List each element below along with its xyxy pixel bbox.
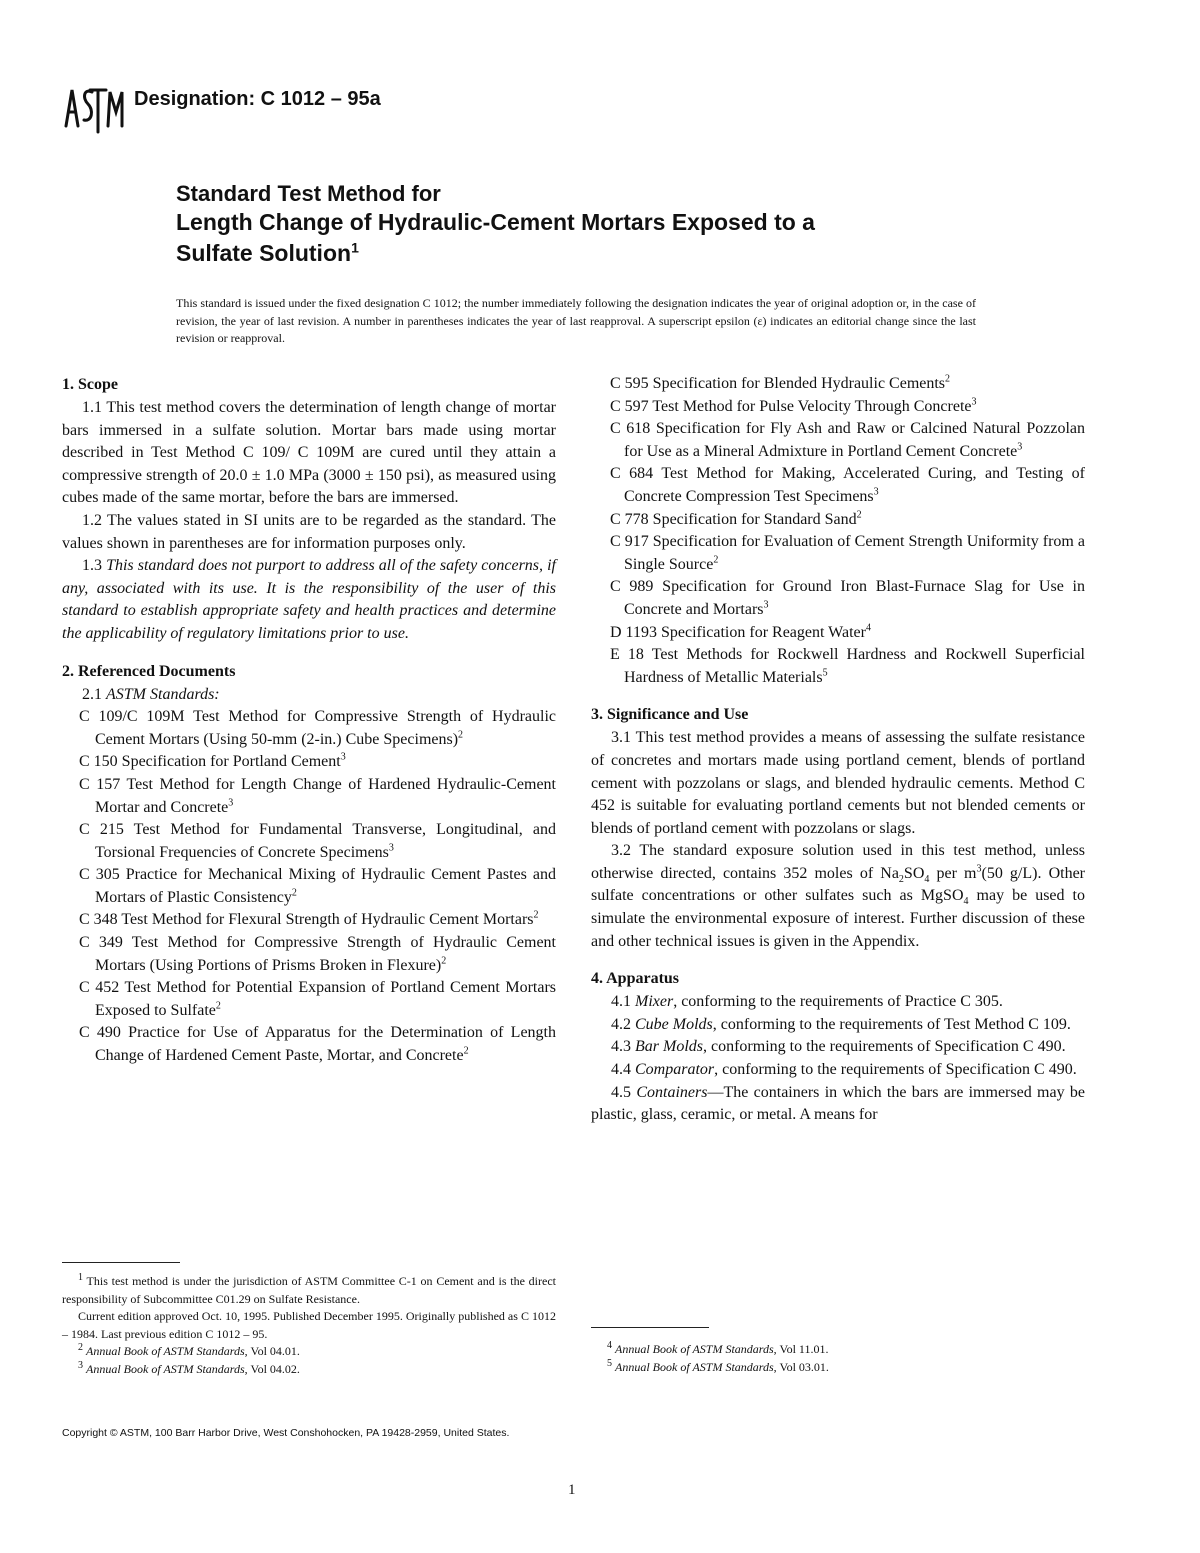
footnotes-left xyxy=(62,1273,556,1378)
footnotes-right xyxy=(591,1341,1085,1376)
reference-item: C 618 Specification for Fly Ash and Raw or Calcined Natural Pozzolan for Use as a Mineral Admixture in Portland Cement Concrete$^3$ xyxy=(610,420,1085,460)
reference-item: C 150 Specification for Portland Cement$^3$ xyxy=(79,751,346,771)
title-line-1: Standard Test Method for xyxy=(176,181,441,206)
apparatus-item: 4.4 Comparator, conforming to the requirements of Specification C 490. xyxy=(611,1061,1077,1079)
footnote-4: $^4$ Annual Book of ASTM Standards, Vol 11.01. xyxy=(607,1340,829,1356)
apparatus-item: 4.2 Cube Molds, conforming to the requirements of Test Method C 109. xyxy=(611,1015,1071,1033)
footnote-rule-right xyxy=(591,1327,709,1328)
reference-item: C 597 Test Method for Pulse Velocity Through Concrete$^3$ xyxy=(610,396,977,415)
title-block xyxy=(176,180,1076,269)
page-number: 1 xyxy=(568,1482,576,1498)
astm-logo xyxy=(62,82,124,136)
footnote-rule-left xyxy=(62,1262,180,1263)
reference-item: C 305 Practice for Mechanical Mixing of Hydraulic Cement Pastes and Mortars of Plastic Consistency$^2$ xyxy=(79,866,556,906)
left-column xyxy=(62,373,556,1068)
reference-item: C 989 Specification for Ground Iron Blast-Furnace Slag for Use in Concrete and Mortars$^3$ xyxy=(610,578,1085,618)
footnote-1-edition: Current edition approved Oct. 10, 1995. Published December 1995. Originally published as C 1012 – 1984. Last previous edition C 1012 – 95. xyxy=(62,1309,556,1341)
apparatus-item: 4.1 Mixer, conforming to the requirements of Practice C 305. xyxy=(611,993,1003,1011)
paragraph-1-1: 1.1 This test method covers the determination of length change of mortar bars immersed in a sulfate solution. Mortar bars made using mortar described in Test Method C 109/ C 109M are cured until they attain a compressive strength of 20.0 ± 1.0 MPa (3000 ± 150 psi), as measured using cubes made of the same mortar, before the bars are immersed. xyxy=(62,399,556,507)
paragraph-3-2: 3.2 The standard exposure solution used in this test method, unless otherwise directed, contains 352 moles of $Na_2SO_4$ per $m^3(50$ g/L). Other sulfate concentrations or other sulfates such as MgSO$_4$ may be used to simulate the environmental exposure of interest. Further discussion of these and other technical issues is given in the Appendix. xyxy=(591,842,1086,950)
right-column xyxy=(591,373,1085,1127)
reference-item: C 778 Specification for Standard Sand$^2$ xyxy=(610,509,862,528)
issue-note: This standard is issued under the fixed designation C 1012; the number immediately following the designation indicates the year of original adoption or, in the case of revision, the year of last revision. A number in parentheses indicates the year of last reapproval. A superscript epsilon (ε) indicates an editorial change since the last revision or reapproval. xyxy=(176,296,976,345)
reference-item: C 215 Test Method for Fundamental Transverse, Longitudinal, and Torsional Frequencies of Concrete Specimens$^3$ xyxy=(79,821,556,861)
paragraph-3-1: 3.1 This test method provides a means of assessing the sulfate resistance of concretes and mortars made using portland cement, blends of portland cement with pozzolans or slags, and blended hydraulic cements. Method C 452 is suitable for evaluating portland cements but not blended cements or blends of portland cement with pozzolans or slags. xyxy=(591,729,1085,837)
reference-item: C 490 Practice for Use of Apparatus for the Determination of Length Change of Hardened Cement Paste, Mortar, and Concrete$^2$ xyxy=(79,1024,556,1065)
reference-item: D 1193 Specification for Reagent Water$^4$ xyxy=(610,622,871,641)
copyright-notice: Copyright © ASTM, 100 Barr Harbor Drive, West Conshohocken, PA 19428-2959, United States. xyxy=(62,1427,510,1439)
apparatus-list xyxy=(591,991,1085,1127)
section-heading-apparatus: 4. Apparatus xyxy=(591,970,680,988)
paragraph-1-2: 1.2 The values stated in SI units are to be regarded as the standard. The values shown in parentheses are for information purposes only. xyxy=(62,511,556,552)
reference-item: E 18 Test Methods for Rockwell Hardness and Rockwell Superficial Hardness of Metallic Materials$^5$ xyxy=(610,646,1085,686)
reference-item: C 157 Test Method for Length Change of Hardened Hydraulic-Cement Mortar and Concrete$^3$ xyxy=(79,775,556,816)
reference-item: C 917 Specification for Evaluation of Cement Strength Uniformity from a Single Source$^2$ xyxy=(610,533,1085,573)
paragraph-2-1: 2.1 ASTM Standards: xyxy=(82,685,220,703)
section-heading-scope: 1. Scope xyxy=(62,376,118,393)
apparatus-item: 4.3 Bar Molds, conforming to the requirements of Specification C 490. xyxy=(611,1038,1066,1056)
title-line-2: Length Change of Hydraulic-Cement Mortars Exposed to a xyxy=(176,209,815,235)
paragraph-1-3: 1.3 This standard does not purport to address all of the safety concerns, if any, associated with its use. It is the responsibility of the user of this standard to establish appropriate safety and health practices and determine the applicability of regulatory limitations prior to use. xyxy=(62,557,557,642)
title-footnote-mark: 1 xyxy=(351,239,359,256)
designation: Designation: C 1012 – 95a xyxy=(134,88,381,110)
section-heading-referenced-documents: 2. Referenced Documents xyxy=(62,662,236,680)
reference-item: C 452 Test Method for Potential Expansion of Portland Cement Mortars Exposed to Sulfate$^2$ xyxy=(79,979,556,1019)
title-line-3: Sulfate Solution$^1$ xyxy=(176,239,359,266)
footnote-5: $^5$ Annual Book of ASTM Standards, Vol 03.01. xyxy=(607,1357,829,1374)
reference-item: C 109/C 109M Test Method for Compressive Strength of Hydraulic Cement Mortars (Using 50-mm (2-in.) Cube Specimens)$^2$ xyxy=(79,708,556,748)
footnote-1: $^1$ This test method is under the jurisdiction of ASTM Committee C-1 on Cement and is the direct responsibility of Subcommittee C01.29 on Sulfate Resistance. xyxy=(62,1272,556,1306)
footnote-3: $^3$ Annual Book of ASTM Standards, Vol 04.02. xyxy=(78,1359,300,1376)
footnote-2: $^2$ Annual Book of ASTM Standards, Vol 04.01. xyxy=(78,1342,300,1358)
apparatus-item: 4.5 Containers—The containers in which the bars are immersed may be plastic, glass, ceramic, or metal. A means for xyxy=(591,1083,1085,1124)
reference-list-right xyxy=(591,373,1085,689)
reference-list-left xyxy=(62,706,556,1068)
reference-item: C 595 Specification for Blended Hydraulic Cements$^2$ xyxy=(610,373,951,392)
reference-item: C 349 Test Method for Compressive Strength of Hydraulic Cement Mortars (Using Portions of Prisms Broken in Flexure)$^2$ xyxy=(79,934,556,974)
reference-item: C 348 Test Method for Flexural Strength of Hydraulic Cement Mortars$^2$ xyxy=(79,910,539,929)
section-heading-significance: 3. Significance and Use xyxy=(591,706,749,724)
reference-item: C 684 Test Method for Making, Accelerated Curing, and Testing of Concrete Compression Test Specimens$^3$ xyxy=(610,465,1085,505)
